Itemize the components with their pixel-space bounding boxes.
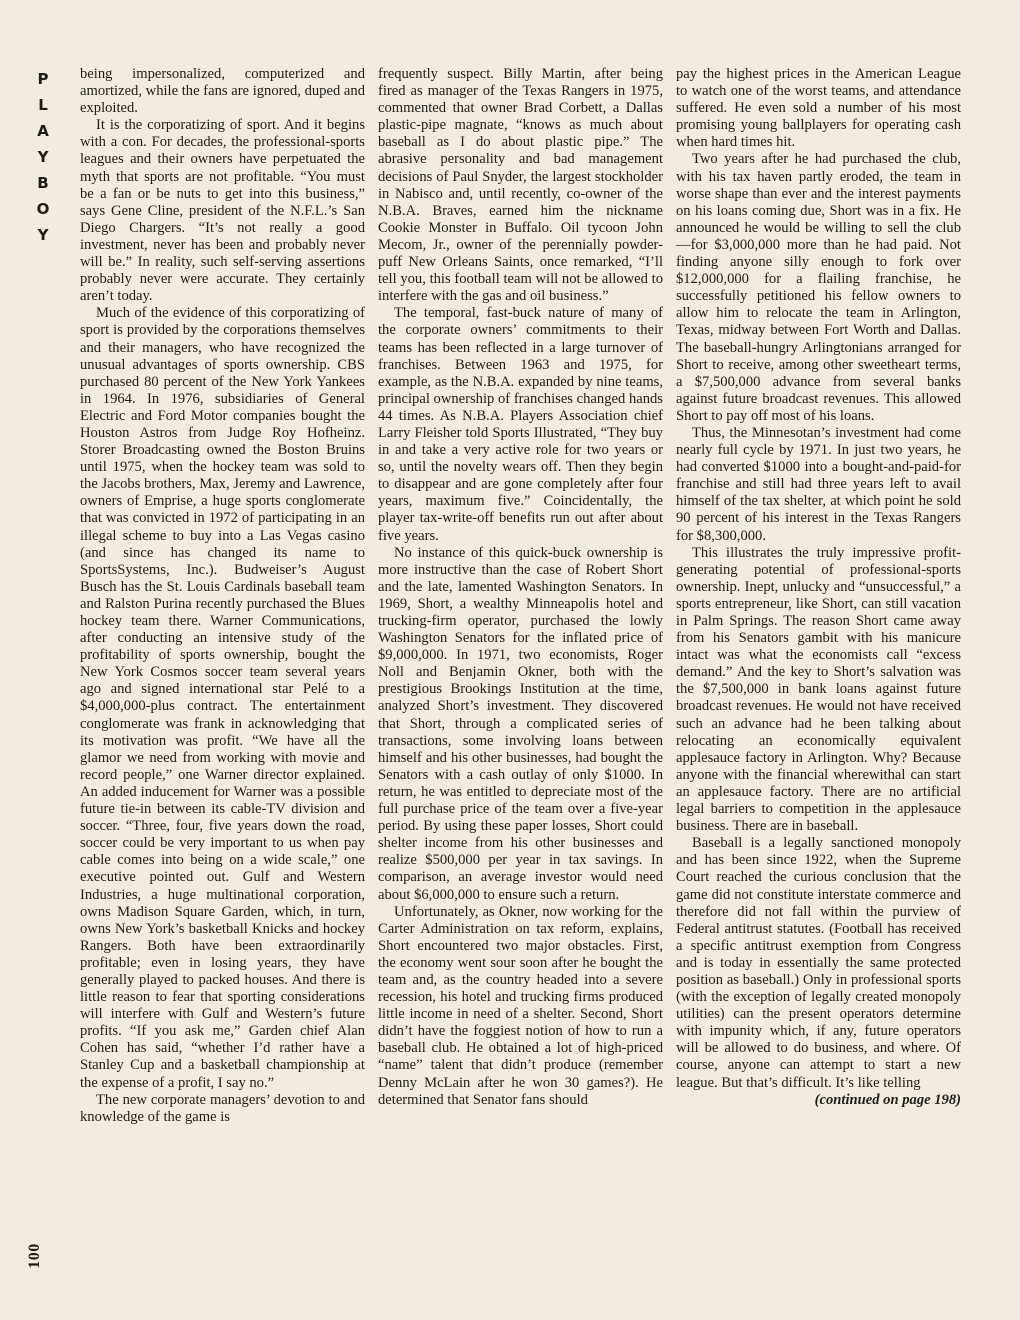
continued-note: (continued on page 198) <box>814 1091 961 1108</box>
article-column-1 <box>80 66 365 1126</box>
page-number: 100 <box>25 1243 43 1269</box>
running-head-letter: Y <box>37 226 49 244</box>
article-paragraph: The temporal, fast-buck nature of many of the corporate owners’ commitments to their teams has been reflected in a large turnover of franchises. Between 1963 and 1975, for example, as the N.B.A. expanded by nine teams, principal ownership of franchises changed hands 44 times. As N.B.A. Players Association chief Larry Fleisher told Sports Illustrated, “They buy in and take a very active role for two years or so, until the novelty wears off. Then they begin to disappear and are gone completely after four years, maximum five.” Coincidentally, the player tax-write-off benefits run out after about five years. <box>378 305 663 544</box>
article-paragraph: This illustrates the truly impressive profit-generating potential of professional-sports ownership. Inept, unlucky and “unsuccessful,” a sports entrepreneur, like Short, can still vacation in Palm Springs. The reason Short came away from his Senators gambit with his manicure intact was what the economists call “excess demand.” And the key to Short’s salvation was the $7,500,000 in bank loans against future broadcast revenues. He would not have received such an advance had he been talking about relocating an economically equivalent applesauce factory in Arlington. Why? Because anyone with the financial wherewithal can start an applesauce factory. There are no artificial legal barriers to competition in the applesauce business. There are in baseball. <box>676 544 961 835</box>
article-paragraph: The new corporate managers’ devotion to and knowledge of the game is <box>80 1091 365 1125</box>
article-paragraph: frequently suspect. Billy Martin, after being fired as manager of the Texas Rangers in 1975, commented that owner Brad Corbett, a Dallas plastic-pipe magnate, “knows as much about baseball as I do about plastic pipe.” The abrasive personality and bad management decisions of Paul Snyder, the largest stockholder in Nabisco and, until recently, co-owner of the N.B.A. Braves, earned him the nickname Cookie Monster in Buffalo. Oil tycoon John Mecom, Jr., owner of the perennially powder-puff New Orleans Saints, once remarked, “I’ll tell you, this football team will not be allowed to interfere with the gas and oil business.” <box>378 66 663 305</box>
running-head-letter: Y <box>37 148 49 166</box>
article-paragraph: No instance of this quick-buck ownership is more instructive than the case of Robert Short and the late, lamented Washington Senators. In 1969, Short, a wealthy Minneapolis hotel and trucking-firm operator, purchased the lowly Washington Senators for the inflated price of $9,000,000. In 1971, two economists, Roger Noll and Benjamin Okner, both with the prestigious Brookings Institution at the time, analyzed Short’s investment. They discovered that Short, through a complicated series of transactions, some involving loans between himself and his other businesses, had bought the Senators with a cash outlay of only $1000. In return, he was entitled to depreciate most of the full purchase price of the team over a five-year period. By using these paper losses, Short could shelter income from his other businesses and realize $500,000 per year in tax savings. In comparison, an average investor would need about $6,000,000 to ensure such a return. <box>378 544 663 903</box>
article-paragraph: Unfortunately, as Okner, now working for the Carter Administration on tax reform, explains, Short encountered two major obstacles. First, the economy went sour soon after he bought the team and, as the country headed into a severe recession, his hotel and trucking firms produced little income in need of a shelter. Second, Short didn’t have the foggiest notion of how to run a baseball club. He obtained a lot of high-priced “name” talent that didn’t produce (remember Denny McLain after he won 30 games?). He determined that Senator fans should <box>378 903 663 1108</box>
article-column-3 <box>676 66 961 1109</box>
running-head-letter: O <box>36 200 50 218</box>
article-paragraph: Baseball is a legally sanctioned monopoly and has been since 1922, when the Supreme Court reached the curious conclusion that the game did not constitute interstate commerce and therefore did not fall within the purview of Federal antitrust statutes. (Football has received a specific antitrust exemption from Congress and is today in essentially the same protected position as baseball.) Only in professional sports (with the exception of legally created monopoly utilities) can the present operators determine with impunity which, if any, future operators will be allowed to do business, and where. Of course, anyone can attempt to start a new league. But that’s difficult. It’s like telling <box>676 835 961 1091</box>
article-paragraph: pay the highest prices in the American League to watch one of the worst teams, and attendance suffered. He even sold a number of his most promising young ballplayers for operating cash when hard times hit. <box>676 66 961 151</box>
running-head-letter: B <box>37 174 49 192</box>
running-head-letter: A <box>37 122 49 140</box>
article-paragraph: Two years after he had purchased the club, with his tax haven partly eroded, the team in worse shape than ever and the interest payments on his loans coming due, Short was in a fix. He announced he would be willing to sell the club—for $3,000,000 more than he had paid. Not finding anyone silly enough to fork over $12,000,000 for a flailing franchise, he successfully petitioned his fellow owners to allow him to relocate the team in Arlington, Texas, midway between Fort Worth and Dallas. The baseball-hungry Arlingtonians arranged for Short to receive, among other sweetheart terms, a $7,500,000 advance from several banks against future broadcast revenues. This allowed Short to pay off most of his loans. <box>676 151 961 424</box>
article-paragraph: Thus, the Minnesotan’s investment had come nearly full cycle by 1971. In just two years, he had converted $1000 into a bought-and-paid-for franchise and still had three years left to avail himself of the tax shelter, at which point he sold 90 percent of his interest in the Texas Rangers for $8,300,000. <box>676 424 961 544</box>
article-paragraph: being impersonalized, computerized and amortized, while the fans are ignored, duped and exploited. <box>80 66 365 117</box>
article-paragraph: Much of the evidence of this corporatizing of sport is provided by the corporations themselves and their managers, who have recognized the unusual advantages of sports ownership. CBS purchased 80 percent of the New York Yankees in 1964. In 1976, subsidiaries of General Electric and Ford Motor companies bought the Houston Astros from Judge Roy Hofheinz. Storer Broadcasting owned the Boston Bruins until 1975, when the hockey team was sold to the Jacobs brothers, Max, Jeremy and Lawrence, owners of Emprise, a huge sports conglomerate that was convicted in 1972 of participating in an illegal scheme to buy into a Las Vegas casino (and since has changed its name to SportsSystems, Inc.). Budweiser’s August Busch has the St. Louis Cardinals baseball team and Ralston Purina recently purchased the Blues hockey team there. Warner Communications, after conducting an intensive study of the profitability of sports ownership, bought the New York Cosmos soccer team several years ago and signed international star Pelé to a $4,000,000-plus contract. The entertainment conglomerate was frank in acknowledging that its motivation was profit. “We have all the glamor we need from working with movie and record people,” one Warner director explained. An added inducement for Warner was a possible future tie-in between its cable-TV division and soccer. “Three, four, five years down the road, soccer could be very important to us when pay cable comes into being on a wide scale,” one executive pointed out. Gulf and Western Industries, a huge multinational corporation, owns Madison Square Garden, which, in turn, owns New York’s basketball Knicks and hockey Rangers. Both have been extraordinarily profitable; even in losing years, they have generally played to packed houses. And there is little reason to fear that sporting considerations will interfere with Gulf and Western’s future profits. “If you ask me,” Garden chief Alan Cohen has said, “whether I’d rather have a Stanley Cup and a basketball championship at the expense of a profit, I say no.” <box>80 305 365 1091</box>
running-head-letter: L <box>38 96 48 114</box>
running-head-letter: P <box>37 70 49 88</box>
running-head <box>30 66 56 248</box>
article-paragraph: It is the corporatizing of sport. And it begins with a con. For decades, the professional-sports leagues and their owners have perpetuated the myth that sports are not profitable. “You must be a fan or be nuts to get into this business,” says Gene Cline, president of the N.F.L.’s San Diego Chargers. “It’s not really a good investment, never has been and probably never will be.” In reality, such self-serving assertions probably never were accurate. They certainly aren’t today. <box>80 117 365 305</box>
article-column-2 <box>378 66 663 1109</box>
